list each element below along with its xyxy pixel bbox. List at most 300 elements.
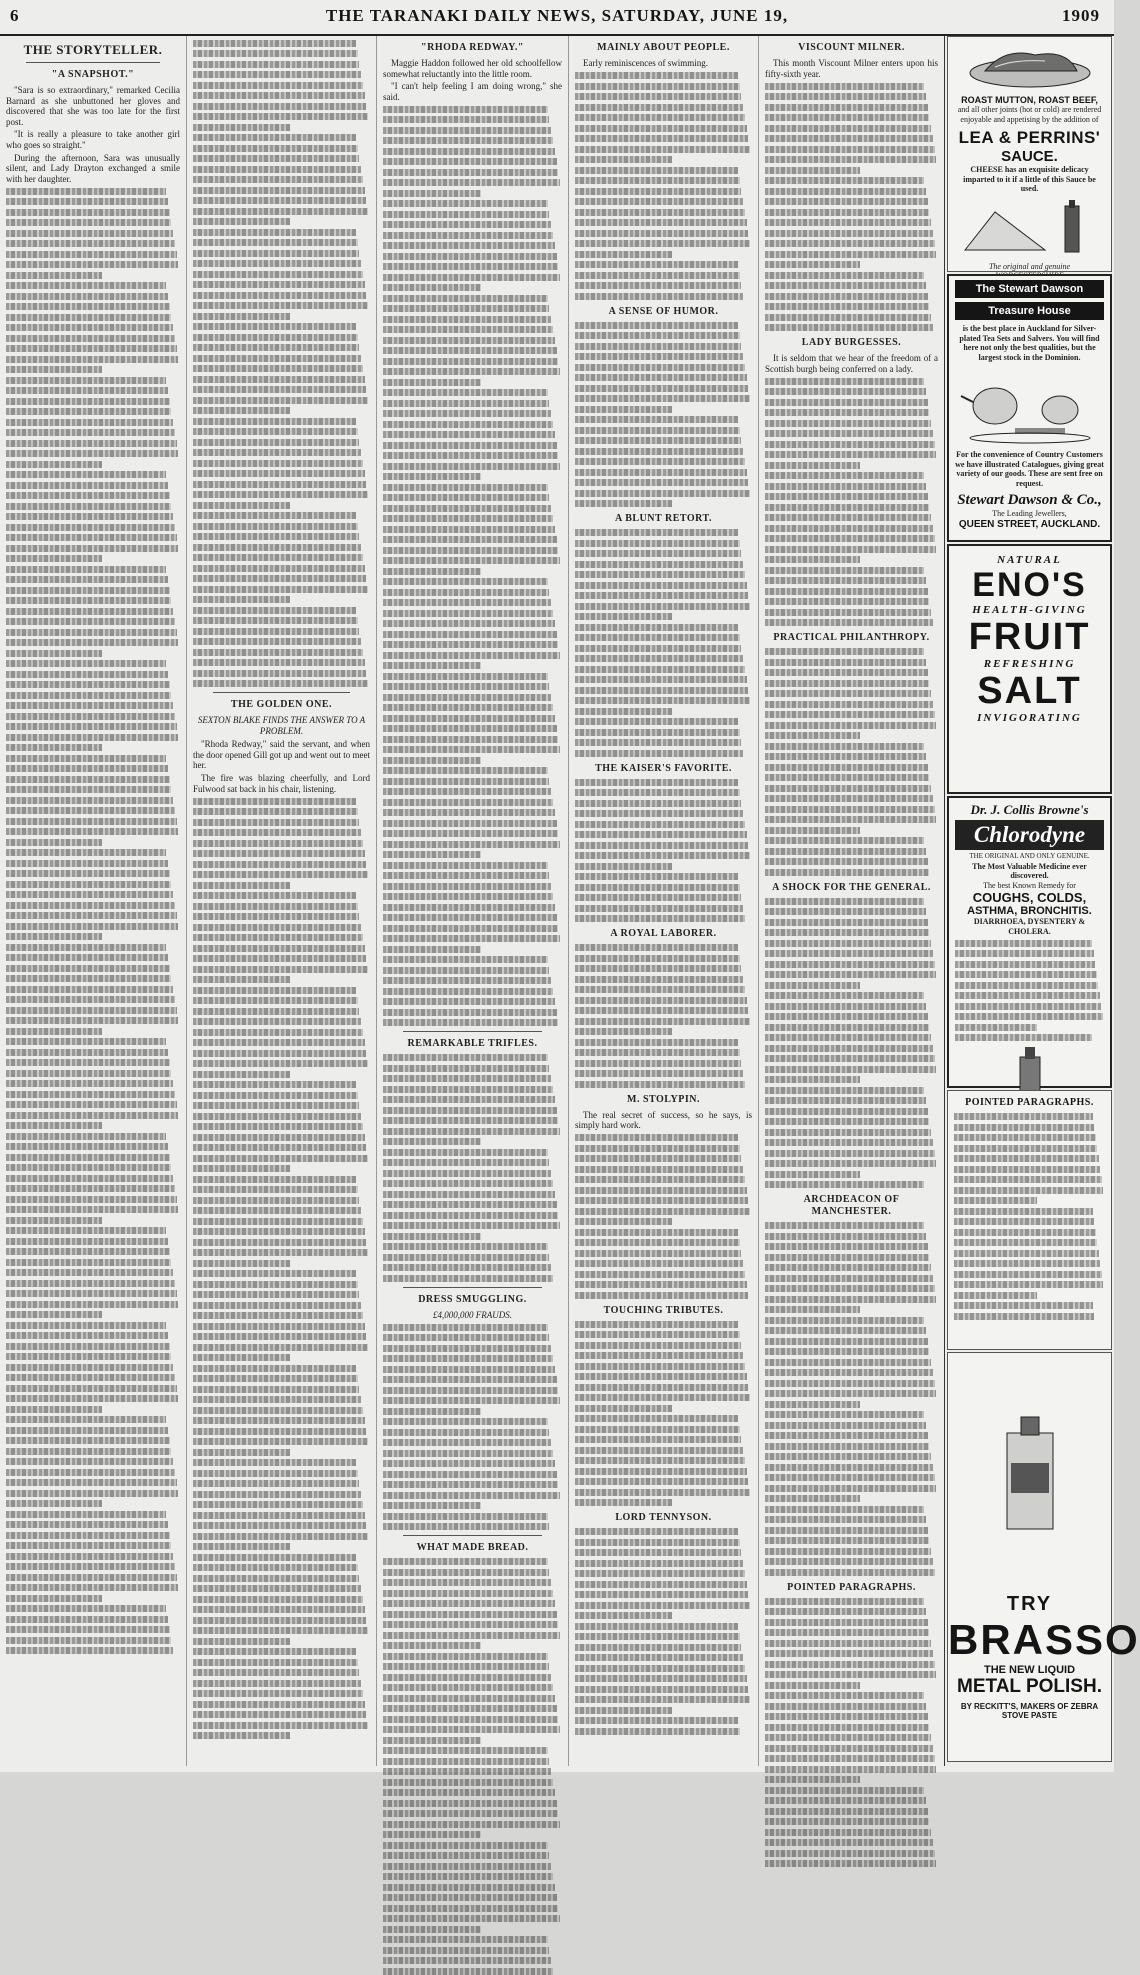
ad-chlorodyne (947, 796, 1112, 1088)
ad-headline: ROAST MUTTON, ROAST BEEF, (961, 95, 1098, 105)
text-line (765, 1327, 926, 1334)
text-line (765, 1306, 860, 1313)
text-line (383, 862, 548, 869)
ad-text: The Most Valuable Medicine ever discovered. (972, 861, 1087, 880)
ad-text: ASTHMA, BRONCHITIS. (967, 905, 1092, 917)
text-line (765, 1275, 933, 1282)
text-line (6, 933, 102, 940)
text-line (193, 323, 356, 330)
text-line (765, 827, 860, 834)
text-line (575, 385, 748, 392)
article-heading: A SHOCK FOR THE GENERAL. (772, 881, 931, 893)
text-line (575, 1292, 748, 1299)
text-line (575, 1260, 743, 1267)
text-line (575, 708, 672, 715)
text-line (383, 190, 481, 197)
text-line (575, 1039, 738, 1046)
text-line (6, 1248, 170, 1255)
text-line (6, 828, 178, 835)
text-line (193, 1207, 361, 1214)
text-block (575, 779, 752, 923)
text-line (575, 1644, 741, 1651)
text-line (6, 1626, 170, 1633)
text-line (383, 1768, 551, 1775)
text-line (6, 1469, 175, 1476)
text-line (575, 1331, 740, 1338)
text-line (383, 1450, 553, 1457)
text-line (193, 1491, 361, 1498)
text-line (383, 1254, 549, 1261)
text-line (383, 841, 560, 848)
text-line (383, 1590, 553, 1597)
text-line (954, 1187, 1103, 1194)
text-line (6, 881, 171, 888)
text-line (6, 282, 166, 289)
text-block (575, 322, 752, 508)
text-line (765, 1150, 935, 1157)
text-line (193, 1092, 358, 1099)
text-line (6, 366, 102, 373)
text-line (765, 388, 926, 395)
text-line (765, 1506, 924, 1513)
text-line (6, 807, 175, 814)
paragraph: "Sara is so extraordinary," remarked Cecilia Barnard as she unbuttoned her gloves and discovered that she was too late for the first post. (6, 85, 180, 127)
text-line (955, 940, 1092, 947)
text-line (6, 639, 178, 646)
text-line (193, 1218, 363, 1225)
text-line (575, 873, 738, 880)
page-number: 6 (10, 6, 20, 25)
text-line (193, 955, 366, 962)
text-line (193, 460, 363, 467)
text-line (383, 1747, 548, 1754)
text-line (765, 598, 929, 605)
text-line (575, 240, 750, 247)
text-line (193, 197, 366, 204)
text-line (193, 491, 368, 498)
divider (213, 692, 350, 693)
text-line (765, 1829, 931, 1836)
text-line (575, 1560, 743, 1567)
text-line (193, 145, 358, 152)
text-line (765, 1787, 924, 1794)
text-line (6, 492, 170, 499)
text-line (765, 1808, 928, 1815)
ad-product: SAUCE. (1001, 148, 1058, 165)
text-line (383, 1366, 555, 1373)
paragraph: The fire was blazing cheerfully, and Lord Fulwood sat back in his chair, listening. (193, 772, 370, 794)
text-line (765, 1087, 924, 1094)
text-line (765, 209, 929, 216)
text-line (383, 1191, 555, 1198)
text-line (954, 1134, 1096, 1141)
text-line (575, 406, 672, 413)
text-line (383, 1264, 551, 1271)
text-line (193, 586, 368, 593)
text-line (6, 1458, 173, 1465)
text-line (383, 158, 557, 165)
text-line (383, 1905, 558, 1912)
text-line (765, 898, 924, 905)
text-line (575, 1394, 750, 1401)
text-line (383, 1439, 551, 1446)
text-line (383, 988, 553, 995)
text-line (575, 1686, 748, 1693)
text-line (193, 386, 366, 393)
text-line (954, 1155, 1099, 1162)
text-block (575, 1528, 752, 1735)
text-line (383, 1387, 558, 1394)
text-line (6, 1259, 171, 1266)
text-line (765, 1296, 936, 1303)
text-block (765, 898, 938, 1189)
text-line (765, 648, 924, 655)
text-line (575, 1281, 747, 1288)
article-heading: LORD TENNYSON. (615, 1512, 712, 1524)
text-line (6, 198, 168, 205)
text-line (6, 1374, 175, 1381)
ad-address: QUEEN STREET, AUCKLAND. (958, 518, 1101, 530)
text-line (575, 750, 743, 757)
text-line (765, 919, 928, 926)
text-line (193, 512, 356, 519)
ad-footnote: The original and genuine (988, 261, 1071, 271)
text-line (954, 1197, 1037, 1204)
text-line (575, 1728, 740, 1735)
text-line (765, 971, 936, 978)
text-line (765, 1724, 929, 1731)
text-line (383, 746, 560, 753)
text-line (383, 557, 560, 564)
text-line (6, 1353, 171, 1360)
text-line (383, 914, 557, 921)
text-line (383, 1128, 560, 1135)
text-line (383, 347, 557, 354)
text-line (383, 652, 560, 659)
text-line (193, 892, 356, 899)
ad-text: The Leading Jewellers, (992, 509, 1067, 518)
text-line (6, 870, 170, 877)
text-line (6, 387, 168, 394)
text-line (765, 261, 860, 268)
text-line (193, 1459, 356, 1466)
text-line (6, 965, 170, 972)
text-line (193, 1396, 361, 1403)
text-line (765, 378, 924, 385)
ad-text: DIARRHOEA, DYSENTERY & CHOLERA. (973, 917, 1086, 936)
article-heading: VISCOUNT MILNER. (798, 42, 905, 53)
text-line (6, 912, 177, 919)
text-line (575, 364, 745, 371)
text-line (954, 1113, 1093, 1120)
text-line (193, 1690, 363, 1697)
text-line (765, 1401, 860, 1408)
text-line (6, 1437, 170, 1444)
article-heading: REMARKABLE TRIFLES. (407, 1038, 538, 1050)
text-line (575, 322, 738, 329)
text-line (575, 343, 741, 350)
text-line (193, 1281, 358, 1288)
text-line (765, 950, 933, 957)
text-line (383, 1863, 551, 1870)
text-line (193, 1249, 368, 1256)
article-heading: MAINLY ABOUT PEOPLE. (597, 42, 730, 53)
text-line (6, 1217, 102, 1224)
text-line (193, 187, 365, 194)
text-line (6, 597, 171, 604)
text-line (575, 1549, 741, 1556)
text-block (383, 106, 562, 1027)
text-line (575, 997, 747, 1004)
text-line (6, 797, 173, 804)
text-line (765, 774, 929, 781)
text-line (765, 1118, 929, 1125)
text-line (6, 786, 171, 793)
text-line (575, 955, 740, 962)
text-line (954, 1302, 1093, 1309)
text-line (575, 571, 745, 578)
text-line (954, 1271, 1102, 1278)
text-line (193, 1081, 356, 1088)
text-line (765, 1860, 936, 1867)
text-line (383, 925, 558, 932)
text-line (6, 1185, 175, 1192)
text-line (575, 1436, 741, 1443)
text-line (383, 1009, 557, 1016)
text-line (6, 1322, 166, 1329)
text-line (193, 292, 366, 299)
text-line (6, 555, 102, 562)
article-heading: A BLUNT RETORT. (615, 513, 712, 525)
text-line (383, 715, 555, 722)
silver-teaset-illustration (955, 366, 1105, 446)
text-line (765, 198, 928, 205)
text-line (575, 1447, 743, 1454)
text-line (193, 1375, 358, 1382)
text-line (193, 1438, 368, 1445)
text-line (575, 1176, 745, 1183)
text-line (575, 666, 745, 673)
text-line (383, 1086, 553, 1093)
text-line (193, 1732, 290, 1739)
text-line (193, 1239, 366, 1246)
text-line (193, 913, 359, 920)
text-line (955, 1003, 1101, 1010)
text-line (6, 1395, 178, 1402)
text-line (6, 1479, 177, 1486)
text-line (193, 1302, 361, 1309)
text-line (383, 809, 555, 816)
text-line (575, 1081, 745, 1088)
text-line (383, 1726, 560, 1733)
text-line (765, 1129, 931, 1136)
text-line (383, 305, 549, 312)
text-line (765, 1537, 929, 1544)
ad-text: The best Known Remedy for (983, 880, 1076, 890)
text-line (383, 1621, 558, 1628)
ad-doctor: Dr. J. Collis Browne's (970, 802, 1089, 817)
text-line (193, 1470, 358, 1477)
text-line (765, 1024, 929, 1031)
text-line (193, 1701, 365, 1708)
text-line (193, 523, 358, 530)
text-line (193, 134, 356, 141)
text-line (6, 923, 178, 930)
text-line (6, 503, 171, 510)
text-line (575, 894, 741, 901)
text-line (383, 431, 555, 438)
text-line (6, 1038, 166, 1045)
text-line (193, 481, 366, 488)
text-line (6, 482, 168, 489)
ad-word: HEALTH-GIVING (972, 604, 1087, 616)
text-line (383, 1471, 557, 1478)
text-line (765, 1369, 933, 1376)
text-line (765, 1233, 926, 1240)
text-line (6, 450, 178, 457)
text-line (765, 272, 924, 279)
text-line (575, 624, 738, 631)
advertisement-column (945, 36, 1140, 1766)
text-line (383, 977, 551, 984)
text-line (765, 125, 931, 132)
text-line (575, 634, 740, 641)
text-line (765, 1703, 926, 1710)
text-line (383, 494, 549, 501)
text-line (6, 1290, 177, 1297)
text-line (575, 884, 740, 891)
text-block (575, 529, 752, 757)
text-line (383, 526, 555, 533)
text-line (6, 440, 177, 447)
newspaper-title: THE TARANAKI DAILY NEWS, SATURDAY, JUNE 19, (325, 6, 789, 25)
text-line (575, 729, 740, 736)
text-line (193, 1144, 366, 1151)
text-line (383, 368, 560, 375)
text-line (765, 1097, 926, 1104)
text-line (6, 293, 168, 300)
text-line (765, 303, 929, 310)
text-line (6, 1269, 173, 1276)
text-line (383, 1569, 549, 1576)
text-line (575, 986, 745, 993)
text-line (383, 316, 551, 323)
text-line (193, 659, 365, 666)
text-line (575, 1028, 672, 1035)
text-line (575, 944, 738, 951)
text-line (383, 1558, 548, 1565)
text-line (6, 618, 175, 625)
text-line (765, 399, 928, 406)
text-line (6, 1605, 166, 1612)
text-line (193, 544, 361, 551)
text-line (193, 1197, 359, 1204)
text-line (575, 645, 741, 652)
text-block (765, 648, 938, 876)
text-line (765, 556, 860, 563)
text-line (193, 1543, 290, 1550)
text-line (193, 1449, 290, 1456)
text-block (193, 798, 370, 1740)
ad-brand: ENO'S (972, 566, 1087, 604)
text-line (765, 114, 929, 121)
text-line (193, 1386, 359, 1393)
text-line (6, 1143, 168, 1150)
text-line (765, 858, 928, 865)
text-line (383, 1894, 557, 1901)
text-line (954, 1239, 1097, 1246)
text-line (575, 332, 740, 339)
text-line (383, 767, 548, 774)
text-line (193, 680, 368, 687)
text-line (575, 1633, 740, 1640)
text-line (6, 272, 102, 279)
text-line (193, 1039, 365, 1046)
text-line (6, 1007, 177, 1014)
text-line (765, 1359, 931, 1366)
text-line (383, 1355, 553, 1362)
text-line (765, 1766, 936, 1773)
text-line (193, 1270, 356, 1277)
text-line (383, 1513, 548, 1520)
text-line (6, 1028, 102, 1035)
text-line (383, 1201, 557, 1208)
text-line (193, 313, 290, 320)
text-line (193, 1008, 359, 1015)
text-line (383, 221, 551, 228)
text-line (6, 345, 177, 352)
text-line (575, 167, 738, 174)
text-line (6, 1301, 178, 1308)
text-line (575, 1499, 672, 1506)
text-line (765, 669, 928, 676)
text-line (193, 1564, 358, 1571)
text-line (765, 1745, 933, 1752)
text-line (765, 514, 931, 521)
text-line (383, 410, 551, 417)
text-line (193, 1522, 366, 1529)
ad-brand: LEA & PERRINS' (958, 128, 1101, 147)
text-line (575, 1155, 741, 1162)
article-heading: ARCHDEACON OF MANCHESTER. (803, 1194, 900, 1218)
text-line (575, 1539, 740, 1546)
text-line (575, 1239, 740, 1246)
text-line (575, 697, 750, 704)
text-line (575, 1342, 741, 1349)
text-line (765, 1045, 933, 1052)
text-line (6, 1385, 177, 1392)
text-line (765, 1640, 931, 1647)
text-line (6, 587, 170, 594)
text-line (575, 852, 750, 859)
text-line (193, 1102, 359, 1109)
text-line (383, 389, 548, 396)
text-line (575, 104, 743, 111)
text-line (193, 1312, 363, 1319)
text-line (575, 1060, 741, 1067)
text-line (6, 261, 178, 268)
text-line (383, 967, 549, 974)
article-heading: PRACTICAL PHILANTHROPY. (773, 632, 930, 644)
text-line (193, 1050, 366, 1057)
text-line (6, 1521, 168, 1528)
ad-product: METAL POLISH. (957, 1676, 1102, 1697)
text-line (193, 861, 366, 868)
text-line (193, 113, 368, 120)
text-line (765, 1108, 928, 1115)
text-line (383, 1345, 551, 1352)
text-line (6, 1206, 178, 1213)
